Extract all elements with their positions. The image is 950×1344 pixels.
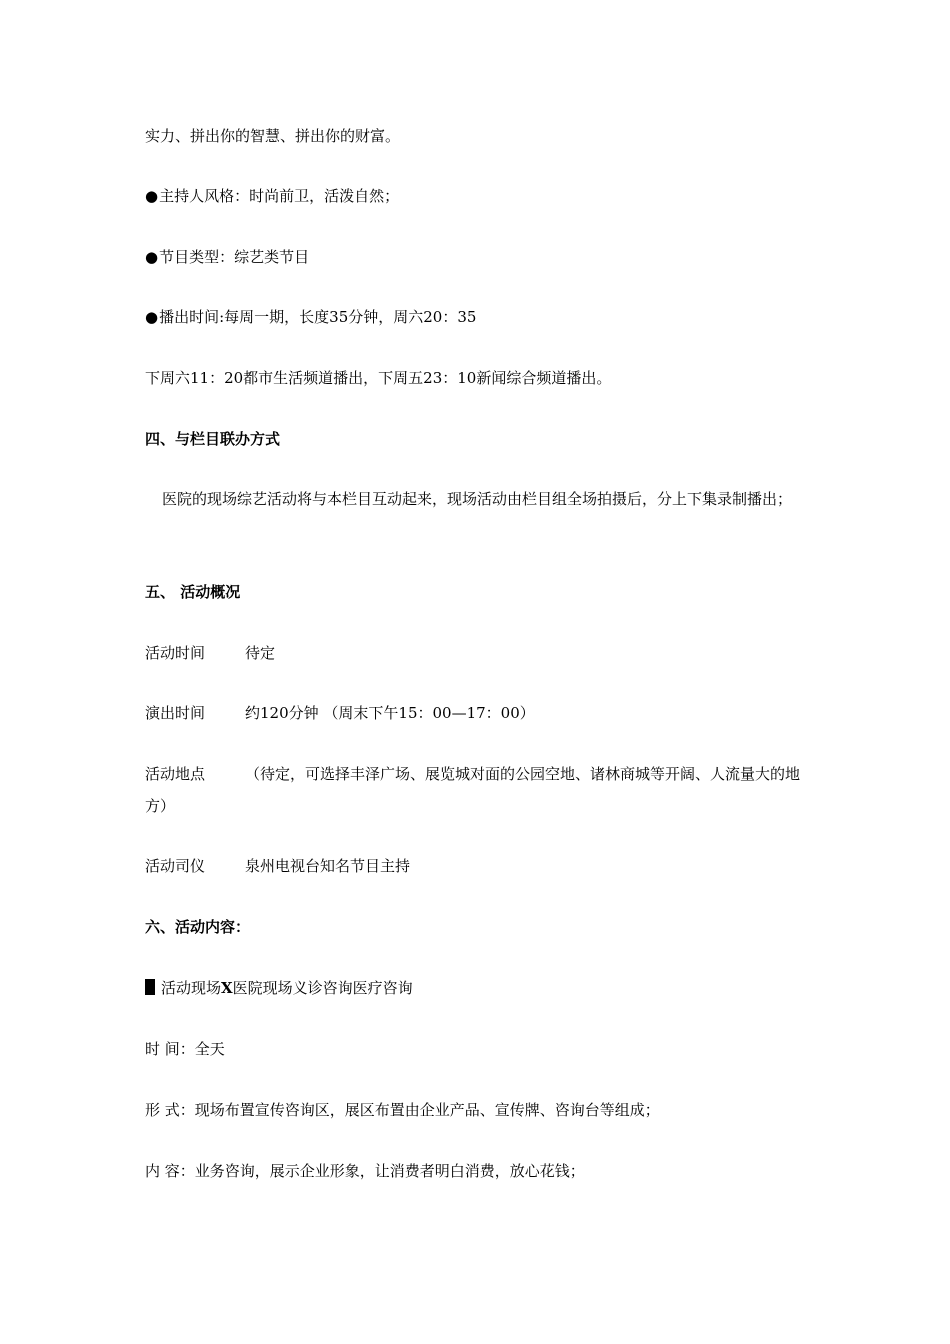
paragraph-rebroadcast: 下周六11：20都市生活频道播出，下周五23：10新闻综合频道播出。: [145, 369, 612, 387]
broadcast-time-text: 播出时间:每周一期，长度35分钟，周六20：35: [159, 308, 477, 326]
bullet-icon: ●: [145, 187, 159, 205]
overview-row-label: 活动司仪: [145, 857, 206, 875]
paragraph-program-type: [145, 247, 309, 267]
overview-row: [145, 758, 810, 822]
overview-row-value: 待定: [245, 644, 276, 662]
activity-item-suffix: 医院现场义诊咨询医疗咨询: [232, 979, 413, 997]
activity-item-bold: X: [221, 979, 233, 997]
section-4-body: 医院的现场综艺活动将与本栏目互动起来，现场活动由栏目组全场拍摄后，分上下集录制播出；: [162, 490, 793, 508]
overview-row-value: 约120分钟 （周末下午15：00—17：00）: [245, 704, 535, 722]
section-5-heading: 五、 活动概况: [145, 583, 241, 601]
paragraph-intro: 实力、拼出你的智慧、拼出你的财富。: [145, 127, 401, 145]
section-6-heading: 六、活动内容：: [145, 918, 251, 936]
overview-row-value: （待定，可选择丰泽广场、展览城对面的公园空地、诸林商城等开阔、人流量大的地方）: [145, 765, 801, 815]
overview-row-value: 泉州电视台知名节目主持: [245, 857, 411, 875]
bullet-icon: ●: [145, 308, 159, 326]
overview-row-label: 演出时间: [145, 704, 206, 722]
paragraph-host-style: [145, 186, 399, 206]
activity-item: [145, 978, 413, 998]
section-4-heading: 四、与栏目联办方式: [145, 430, 281, 448]
activity-item-prefix: 活动现场: [161, 979, 222, 997]
overview-row: [145, 643, 275, 663]
bullet-icon: ●: [145, 248, 159, 266]
overview-row: [145, 703, 535, 723]
overview-row-label: 活动时间: [145, 644, 206, 662]
overview-row: [145, 856, 410, 876]
activity-content: 内 容：业务咨询，展示企业形象，让消费者明白消费，放心花钱；: [145, 1162, 585, 1180]
program-type-text: 节目类型：综艺类节目: [159, 248, 310, 266]
overview-row-label: 活动地点: [145, 765, 206, 783]
paragraph-broadcast-time: [145, 307, 476, 327]
host-style-text: 主持人风格：时尚前卫，活泼自然；: [159, 187, 400, 205]
square-bullet-icon: [145, 979, 155, 995]
activity-time: 时 间：全天: [145, 1040, 225, 1058]
activity-form: 形 式：现场布置宣传咨询区，展区布置由企业产品、宣传牌、咨询台等组成；: [145, 1101, 660, 1119]
